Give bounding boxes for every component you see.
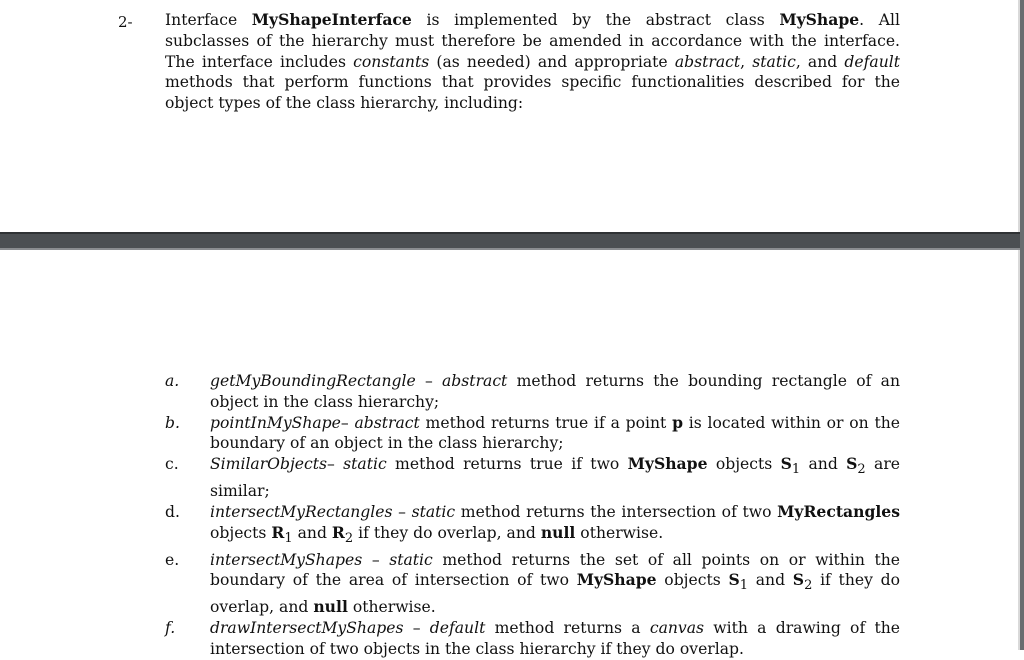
subscript: 1 bbox=[791, 462, 801, 478]
page-separator bbox=[0, 232, 1024, 250]
abstract-term: abstract bbox=[674, 52, 741, 71]
intro-text: , bbox=[740, 52, 753, 71]
method-name: intersectMyShapes bbox=[210, 550, 363, 569]
list-letter: a. bbox=[165, 372, 180, 390]
description: if they do overlap, and bbox=[353, 523, 541, 542]
description: are similar; bbox=[210, 455, 900, 501]
description: and bbox=[748, 571, 793, 590]
description: with a drawing of the intersection of two objects in the class hierarchy if they do overlap. bbox=[210, 619, 900, 658]
method-kind: static bbox=[411, 502, 456, 521]
description: otherwise. bbox=[347, 598, 436, 617]
dash: – bbox=[403, 619, 430, 638]
method-name: pointInMyShape bbox=[210, 413, 341, 432]
constants-term: constants bbox=[353, 52, 430, 71]
intro-text: Interface bbox=[165, 11, 252, 29]
description: and bbox=[292, 523, 332, 542]
description: and bbox=[800, 455, 847, 474]
method-kind: default bbox=[429, 619, 486, 638]
description: is located within or on the boundary of an object in the class hierarchy; bbox=[210, 413, 900, 453]
dash: – bbox=[327, 455, 344, 474]
rectangle-symbol: R bbox=[271, 522, 285, 542]
intro-text: is implemented by the abstract class bbox=[411, 11, 780, 29]
intro-text: (as needed) and appropriate bbox=[429, 52, 675, 71]
document-page-1 bbox=[0, 0, 1020, 232]
point-symbol: p bbox=[672, 412, 683, 432]
class-name: MyRectangles bbox=[777, 501, 900, 521]
description: objects bbox=[707, 455, 781, 474]
method-name: getMyBoundingRectangle bbox=[210, 372, 416, 390]
list-letter: e. bbox=[165, 550, 180, 569]
description: objects bbox=[210, 523, 272, 542]
method-list bbox=[165, 371, 900, 660]
dash: – bbox=[362, 550, 390, 569]
class-name: MyShape bbox=[627, 454, 708, 474]
class-name: MyShape bbox=[576, 570, 657, 590]
intro-text: methods that perform functions that provides specific functionalities described for the object types of the class hierarchy, including: bbox=[165, 73, 900, 113]
default-term: default bbox=[844, 52, 900, 71]
dash: – bbox=[392, 502, 412, 521]
list-item bbox=[165, 550, 900, 619]
description: if they do overlap, and bbox=[210, 571, 900, 617]
shape-symbol: S bbox=[728, 570, 740, 590]
description: method returns a bbox=[485, 619, 650, 638]
null-keyword: null bbox=[540, 522, 576, 542]
method-kind: abstract bbox=[354, 413, 420, 432]
description: objects bbox=[656, 571, 729, 590]
intro-paragraph bbox=[165, 10, 900, 114]
method-name: intersectMyRectangles bbox=[210, 502, 393, 521]
list-letter: d. bbox=[165, 502, 180, 521]
dash: – bbox=[340, 413, 355, 432]
description: otherwise. bbox=[575, 523, 664, 542]
list-item bbox=[165, 371, 900, 413]
rectangle-symbol: R bbox=[331, 522, 345, 542]
description: method returns the intersection of two bbox=[455, 502, 778, 521]
subscript: 2 bbox=[804, 578, 813, 594]
question-number: 2- bbox=[118, 13, 133, 31]
intro-text: , and bbox=[795, 52, 845, 71]
static-term: static bbox=[752, 52, 796, 71]
description: method returns true if two bbox=[386, 455, 628, 474]
method-name: SimilarObjects bbox=[210, 455, 328, 474]
null-keyword: null bbox=[313, 597, 348, 617]
list-item bbox=[165, 502, 900, 550]
shape-symbol: S bbox=[780, 454, 792, 474]
description: method returns the bounding rectangle of an object in the class hierarchy; bbox=[210, 372, 900, 411]
interface-name: MyShapeInterface bbox=[251, 10, 412, 29]
canvas-term: canvas bbox=[649, 619, 705, 638]
subscript: 2 bbox=[344, 530, 354, 546]
intro-text: . All subclasses of the hierarchy must therefore be amended in accordance with the interface. The interface includes bbox=[165, 11, 900, 71]
subscript: 1 bbox=[284, 530, 293, 546]
viewer-right-edge bbox=[1020, 0, 1024, 650]
description: method returns true if a point bbox=[419, 413, 673, 432]
subscript: 2 bbox=[857, 462, 866, 478]
list-item bbox=[165, 413, 900, 455]
document-page-2 bbox=[0, 250, 1020, 658]
list-item bbox=[165, 618, 900, 660]
list-letter: b. bbox=[165, 413, 180, 432]
shape-symbol: S bbox=[846, 454, 858, 474]
list-letter: f. bbox=[165, 619, 176, 638]
shape-symbol: S bbox=[792, 570, 805, 590]
list-item bbox=[165, 454, 900, 502]
method-kind: abstract bbox=[442, 372, 508, 390]
dash: – bbox=[415, 372, 443, 390]
method-kind: static bbox=[389, 550, 433, 569]
method-name: drawIntersectMyShapes bbox=[210, 619, 404, 638]
class-name: MyShape bbox=[779, 10, 860, 29]
subscript: 1 bbox=[739, 578, 749, 594]
description: method returns the set of all points on or within the boundary of the area of intersection of two bbox=[210, 550, 900, 590]
list-letter: c. bbox=[165, 455, 179, 474]
method-kind: static bbox=[343, 455, 387, 474]
